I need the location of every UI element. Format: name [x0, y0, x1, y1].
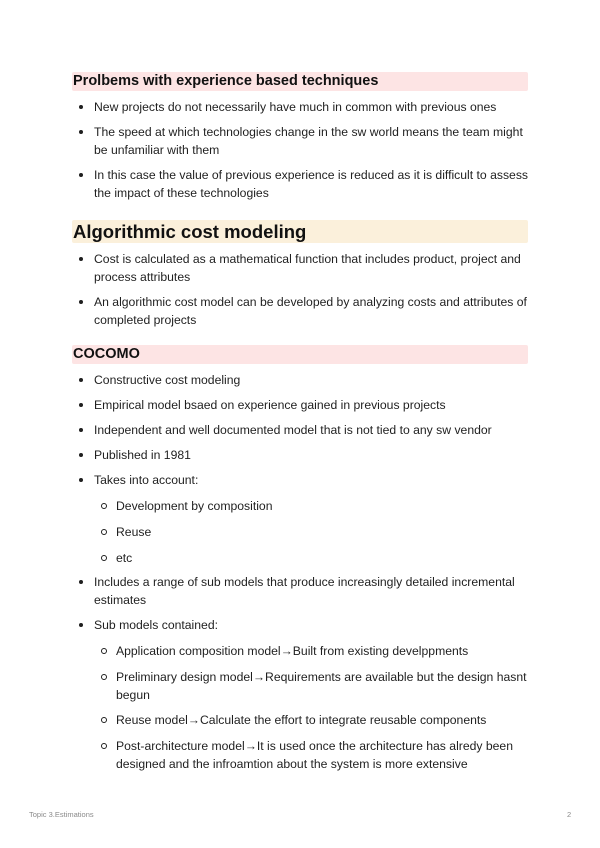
list-item: Cost is calculated as a mathematical function that includes product, project and process attributes — [72, 250, 528, 286]
heading-experience-problems: Prolbems with experience based techniques — [72, 72, 528, 91]
algorithmic-cost-list — [72, 250, 528, 329]
sub-models-sublist — [72, 642, 528, 773]
list-item: Takes into account: — [72, 471, 528, 489]
sub-list-item: Reuse — [72, 523, 528, 541]
takes-into-account-sublist — [72, 497, 528, 567]
sub-list-item: Development by composition — [72, 497, 528, 515]
heading-algorithmic-cost-modeling: Algorithmic cost modeling — [72, 220, 528, 243]
sub-list-item: etc — [72, 549, 528, 567]
list-item: Published in 1981 — [72, 446, 528, 464]
footer-topic: Topic 3.Estimations — [29, 810, 94, 819]
list-item: Empirical model bsaed on experience gained in previous projects — [72, 396, 528, 414]
list-item: Constructive cost modeling — [72, 371, 528, 389]
footer-page-number: 2 — [567, 810, 572, 819]
sub-list-item: Preliminary design model→Requirements are available but the design hasnt begun — [72, 668, 528, 704]
sub-list-item: Application composition model→Built from existing develppments — [72, 642, 528, 660]
list-item: The speed at which technologies change in the sw world means the team might be unfamiliar with them — [72, 123, 528, 159]
list-item: Includes a range of sub models that produce increasingly detailed incremental estimates — [72, 573, 528, 609]
list-item: Independent and well documented model that is not tied to any sw vendor — [72, 421, 528, 439]
sub-list-item: Post-architecture model→It is used once the architecture has alredy been designed and the infroamtion about the system is more extensive — [72, 737, 528, 773]
list-item: New projects do not necessarily have much in common with previous ones — [72, 98, 528, 116]
heading-cocomo: COCOMO — [72, 345, 528, 364]
list-item: Sub models contained: — [72, 616, 528, 634]
sub-list-item: Reuse model→Calculate the effort to integrate reusable components — [72, 711, 528, 729]
cocomo-list — [72, 371, 528, 489]
list-item: In this case the value of previous experience is reduced as it is difficult to assess the impact of these technologies — [72, 166, 528, 202]
list-item: An algorithmic cost model can be developed by analyzing costs and attributes of completed projects — [72, 293, 528, 329]
cocomo-list-continued — [72, 573, 528, 634]
experience-problems-list — [72, 98, 528, 202]
